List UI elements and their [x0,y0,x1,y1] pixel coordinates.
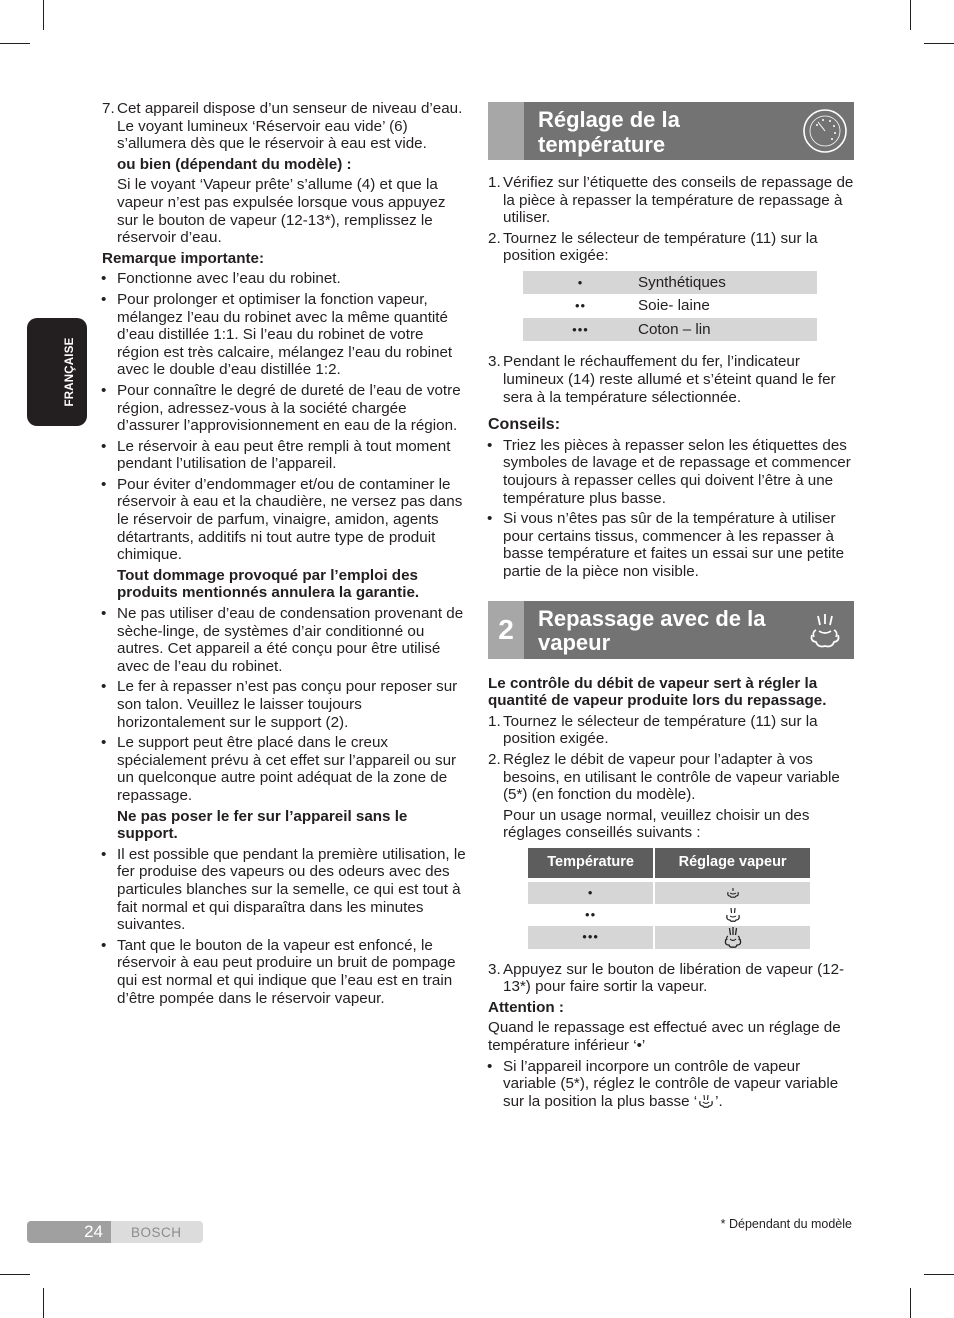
section-number-box [488,102,524,160]
crop-mark [0,43,30,44]
item-7 [102,100,466,247]
step-text: Réglez le débit de vapeur pour l’adapter à vos besoins, en utilisant le contrôle de vapeur variable (5*) (en fonction du modèle). [503,750,840,804]
section-title: Réglage de la température [538,107,680,157]
page-number-badge [27,1221,111,1243]
support-warning: Ne pas poser le fer sur l’appareil sans le support. [117,807,408,843]
step-text: Appuyez sur le bouton de libération de vapeur (12-13*) pour faire sortir la vapeur. [503,960,845,996]
brand-badge [111,1221,203,1243]
list-item: • Ne pas utiliser d’eau de condensation provenant de sèche-linge, de systèmes d’air conditionné ou autres. Cet appareil a été conçu pour être utilisé avec de l’eau du robinet. [102,605,466,675]
column-header: Réglage vapeur [655,848,810,878]
temperature-steps [488,174,854,265]
list-item [488,1058,854,1111]
table-row [528,926,810,949]
list-item: • Le réservoir à eau peut être rempli à tout moment pendant l’utilisation de l’appareil. [102,438,466,473]
list-item: • Pour éviter d’endommager et/ou de contaminer le réservoir à eau et la chaudière, ne versez pas dans le réservoir de parfum, vinaigre, amidon, agents détartrants, additifs ni tout autre type de produit chimique. [102,476,466,564]
crop-mark [43,1288,44,1318]
section-header-steam [488,601,854,659]
temperature-dots: ••• [528,926,655,949]
step-number: 3. [488,353,501,371]
fabric-label: Soie- laine [638,297,710,315]
crop-mark [0,1274,30,1275]
step-number: 2. [488,750,501,768]
footnote: * Dépendant du modèle [720,1217,852,1231]
column-header: Température [528,848,655,878]
temperature-dots: •• [574,298,587,314]
page-number: 24 [84,1222,103,1241]
list-item: • Pour prolonger et optimiser la fonction vapeur, mélangez l’eau du robinet avec la même quantité d’eau distillée 1:1. Si l’eau du robinet de votre région est très calcaire, mélangez l’eau du robinet avec le double d’eau distillée 1:2. [102,291,466,379]
table-row [523,271,817,295]
step-number: 3. [488,960,501,978]
step-text: Tournez le sélecteur de température (11) sur la position exigée. [503,712,818,748]
fabric-label: Coton – lin [638,318,817,342]
list-item: • Il est possible que pendant la première utilisation, le fer produise des vapeurs ou des odeurs avec des particules blanches sur la semelle, ce qui est tout à fait normal et qui disparaîtra dans les minutes suivantes. [102,846,466,934]
steam-medium-cell [655,904,810,926]
crop-mark [910,1288,911,1318]
table-header-row [528,848,810,878]
important-note-title: Remarque importante: [102,249,265,267]
attention-title: Attention : [488,998,564,1016]
table-row [523,294,817,318]
table-row [528,904,810,926]
important-note-list [102,270,466,1007]
step-text: Tournez le sélecteur de température (11) sur la position exigée: [503,229,818,265]
steam-settings-table [528,848,810,949]
tips-title: Conseils: [488,416,561,434]
crop-mark [924,43,954,44]
step [488,751,854,804]
step-text: Pendant le réchauffement du fer, l’indicateur lumineux (14) reste allumé et s’éteint quand le fer sera à la température sélectionnée. [503,353,836,406]
attention-bullet-text: Si l’appareil incorpore un contrôle de vapeur variable (5*), réglez le contrôle de vapeur variable sur la position la plus basse ‘ [503,1057,839,1110]
attention-bullet-end: ’. [715,1092,723,1110]
brand-name: BOSCH [131,1225,182,1240]
language-tab-label: FRANÇAISE [64,337,77,407]
right-column [488,100,854,1110]
temperature-dial-icon [802,108,848,154]
step [488,961,854,996]
step [488,713,854,748]
section-header-temperature [488,102,854,160]
item-text: Cet appareil dispose d’un senseur de niveau d’eau. Le voyant lumineux ‘Réservoir eau vide’ (6) s’allumera dès que le réservoir à eau est vide. [117,100,463,153]
steam-high-icon [722,926,744,948]
steam-low-cell [655,882,810,904]
temperature-dots: •• [528,904,655,926]
temperature-dots: • [523,271,638,295]
step-number: 1. [488,174,501,191]
attention-text: Quand le repassage est effectué avec un réglage de température inférieur ‘•’ [488,1019,841,1054]
model-variant-label: ou bien (dépendant du modèle) : [117,155,352,173]
list-item: • Triez les pièces à repasser selon les étiquettes des symboles de lavage et de repassage et commencer toujours à repasser celles qui doivent l’être à une température plus basse. [488,437,854,507]
left-column [102,100,466,1007]
temperature-dots: • [528,882,655,904]
table-row [528,882,810,904]
steam-intro: Le contrôle du débit de vapeur sert à régler la quantité de vapeur produite lors du repassage. [488,674,827,710]
list-item: • Le fer à repasser n’est pas conçu pour reposer sur son talon. Veuillez le laisser toujours horizontalement sur le support (2). [102,678,466,731]
list-item: • Le support peut être placé dans le creux spécialement prévu à cet effet sur l’appareil ou sur un quelconque autre point adéquat de la zone de repassage. [102,734,466,804]
warranty-warning: Tout dommage provoqué par l’emploi des produits mentionnés annulera la garantie. [117,566,420,602]
item-number: 7. [102,100,115,117]
steam-low-icon [697,1094,715,1109]
step-note: Pour un usage normal, veuillez choisir un des réglages conseillés suivants : [503,806,810,842]
steam-high-cell [655,926,810,949]
steam-medium-icon [724,905,742,923]
crop-mark [910,0,911,30]
crop-mark [924,1274,954,1275]
list-item: • Si vous n’êtes pas sûr de la température à utiliser pour certains tissus, commencer à les repasser à basse température et faites un essai sur une petite partie de la pièce non visible. [488,510,854,580]
list-item: • Fonctionne avec l’eau du robinet. [102,270,466,288]
steam-icon [802,607,848,653]
model-variant-text: Si le voyant ‘Vapeur prête’ s’allume (4) et que la vapeur n’est pas expulsée lorsque vous appuyez sur le bouton de vapeur (12-13*), remplissez le réservoir d’eau. [117,176,446,247]
step [488,230,854,265]
crop-mark [43,0,44,30]
step-number: 1. [488,712,501,730]
list-item: • Tant que le bouton de la vapeur est enfoncé, le réservoir à eau peut produire un bruit de pompage qui est normal et qui indique que l’eau est en train d’être pompée dans le réservoir vapeur. [102,937,466,1007]
step-number: 2. [488,229,501,247]
list-item: • Pour connaître le degré de dureté de l’eau de votre région, adressez-vous à la société chargée d’assurer l’approvisionnement en eau de la région. [102,382,466,435]
table-row [523,318,817,342]
section-number-box: 2 [488,601,524,659]
language-tab [27,318,87,426]
section-title: Repassage avec de la vapeur [538,605,766,656]
temperature-table [523,271,817,342]
step [488,174,854,227]
fabric-label: Synthétiques [638,271,817,295]
step [488,353,854,406]
step-text: Vérifiez sur l’étiquette des conseils de repassage de la pièce à repasser la température de repassage à utiliser. [503,174,854,227]
steam-low-icon [725,885,741,899]
temperature-dots: ••• [523,318,638,342]
